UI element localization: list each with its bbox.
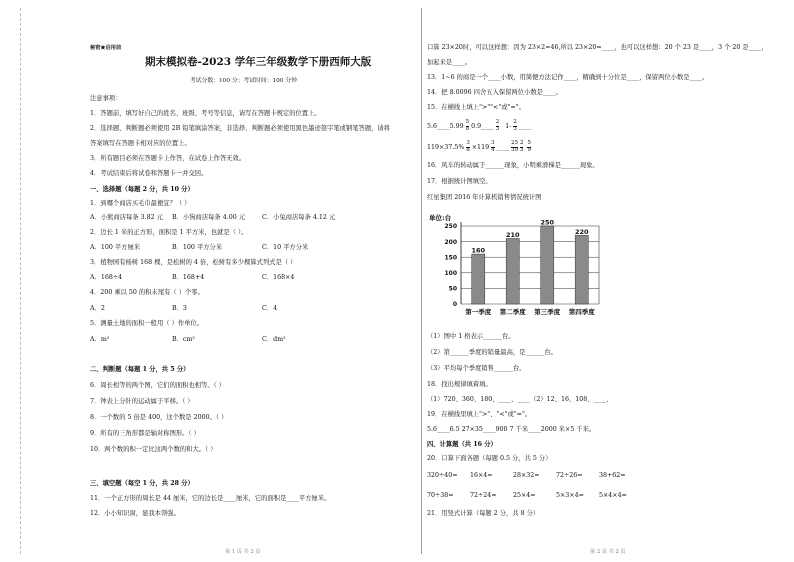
exam-info: 考试分数：100 分；考试时间：100 分钟 bbox=[190, 78, 297, 84]
calc-item: 72÷24= bbox=[470, 492, 497, 499]
q9: 9．所有的三角形都是轴对称图形。（ ） bbox=[90, 430, 200, 437]
q5-option-c: C．dm² bbox=[262, 336, 286, 343]
q7: 7．钟表上分针的运动属于平移。（ ） bbox=[90, 398, 194, 405]
q8: 8．一个数的 5 倍是 400，这个数是 2000。（ ） bbox=[90, 414, 228, 421]
y-tick-label: 150 bbox=[444, 254, 457, 262]
page-title: 期末模拟卷-2023 学年三年级数学下册西师大版 bbox=[145, 56, 372, 68]
column-divider bbox=[421, 8, 422, 554]
q18: 18．找出规律填着填。 bbox=[427, 381, 492, 388]
y-tick-label: 250 bbox=[444, 223, 457, 231]
page-number-left: 第 1 页 共 2 页 bbox=[225, 549, 261, 555]
notes-heading: 注意事项： bbox=[90, 95, 122, 102]
q3: 3．植物园有杨树 168 棵，是松树的 4 倍，松树有多少棵算式列式是（ ） bbox=[90, 259, 297, 266]
q15-b: 0.9____ bbox=[471, 122, 494, 130]
q15-c: 1- bbox=[505, 122, 512, 130]
q6: 6．周长相等的两个图，它们的面积也相等。（ ） bbox=[90, 382, 226, 389]
x-tick-label: 第二季度 bbox=[499, 308, 526, 316]
q2: 2．边长 1 米的正方形，面积是 1 平方米，也就是（ ）。 bbox=[90, 229, 248, 236]
q4-option-a: A．2 bbox=[90, 305, 105, 312]
section2-heading: 二、判断题（每题 1 分，共 5 分） bbox=[90, 366, 190, 373]
note-2-cont: 答案填写在答题卡相对应的位置上。 bbox=[90, 140, 191, 147]
q13: 13．1~6 的商是一个____小数，用简便方法记作____，精确到十分位是____，保留两位小数是____。 bbox=[427, 74, 709, 81]
calc-item: 320÷40= bbox=[427, 472, 458, 479]
secret-mark: 秘密★启用前 bbox=[90, 45, 122, 51]
fraction-25-39: $\frac{25}{39}$ bbox=[511, 140, 519, 153]
q3-option-a: A．168÷4 bbox=[90, 274, 123, 281]
q17-3: （3）平均每个季度销售______台。 bbox=[427, 365, 526, 372]
calc-row-2 bbox=[427, 492, 642, 500]
q12-cont-line2: 加起来是____。 bbox=[427, 59, 472, 66]
section4-heading: 四、计算题（共 16 分） bbox=[427, 441, 497, 448]
fraction-2-3-b: $\frac{2}{3}$ bbox=[513, 119, 517, 132]
y-tick-label: 0 bbox=[452, 301, 457, 309]
q2-option-c: C．10 平方分米 bbox=[262, 244, 309, 251]
q2-option-a: A．100 平方厘米 bbox=[90, 244, 141, 251]
q15: 15．在横线上填上">""<"或"="。 bbox=[427, 104, 525, 111]
q15-row2 bbox=[427, 141, 531, 154]
q3-option-c: C．168×4 bbox=[262, 274, 295, 281]
calc-row-1 bbox=[427, 472, 642, 480]
q12: 12．小小知识窗，显我本领强。 bbox=[90, 510, 180, 517]
fraction-3-4: $\frac{3}{4}$ bbox=[491, 140, 495, 153]
q5-option-a: A．m² bbox=[90, 336, 110, 343]
q15-d: ____ bbox=[518, 122, 532, 130]
note-4: 4．考试结束后将试卷和答题卡一并交回。 bbox=[90, 170, 208, 177]
sales-bar-chart bbox=[427, 212, 607, 324]
q4-option-b: B．3 bbox=[172, 305, 187, 312]
chart-svg bbox=[427, 212, 607, 324]
q4: 4．200 乘以 50 的积末尾有（ ）个零。 bbox=[90, 289, 204, 296]
q15-a: 5.6____5.99 bbox=[427, 122, 464, 130]
q12-cont-line1: 口算 23×20时，可以这样想：因为 23×2=46,所以 23×20=____，也可以这样想：20 个 23 是____，3 个 20 是____， bbox=[427, 44, 768, 51]
q1: 1．到哪个商店买毛巾最便宜？（ ） bbox=[90, 200, 191, 207]
y-tick-label: 100 bbox=[444, 270, 457, 277]
x-tick-label: 第三季度 bbox=[534, 308, 561, 316]
q17: 17．根据统计图填空。 bbox=[427, 178, 492, 185]
q5: 5．测量土地的面积一般用（ ）作单位。 bbox=[90, 320, 204, 327]
bar-value-label: 250 bbox=[540, 218, 555, 227]
chart-y-label: 单位:台 bbox=[429, 214, 452, 222]
q16: 16．风车的转动属于______现象，小明乘滑梯是______现象。 bbox=[427, 162, 599, 169]
q2-option-b: B．100 平方分米 bbox=[172, 244, 223, 251]
chart-caption: 红星集团 2016 年计算机销售情况统计图 bbox=[427, 194, 542, 201]
q1-option-a: A．小熊商店每条 3.82 元 bbox=[90, 214, 163, 221]
calc-item: 25×4= bbox=[513, 492, 536, 499]
bar-value-label: 210 bbox=[505, 230, 520, 239]
calc-item: 70÷38= bbox=[427, 492, 454, 499]
section1-heading: 一、选择题（每题 2 分，共 10 分） bbox=[90, 186, 194, 193]
bar bbox=[541, 226, 554, 304]
calc-item: 72÷26= bbox=[556, 472, 583, 479]
q19-a: 5.6____6.5 27×35____900 7 千米____2000 米×5 千米。 bbox=[427, 426, 596, 433]
fraction-5-9: $\frac{5}{9}$ bbox=[527, 140, 531, 153]
bar bbox=[575, 235, 588, 304]
fraction-3-8: $\frac{3}{8}$ bbox=[466, 140, 470, 153]
q17-1: （1）图中 1 格表示______台。 bbox=[427, 333, 515, 340]
x-tick-label: 第一季度 bbox=[465, 308, 492, 316]
bar bbox=[472, 254, 485, 304]
q3-option-b: B．168+4 bbox=[172, 274, 205, 281]
calc-item: 38+62= bbox=[599, 472, 626, 479]
q17-2: （2）第______季度的销量最高，是______台。 bbox=[427, 349, 557, 356]
bar-value-label: 220 bbox=[574, 227, 589, 236]
calc-item: 28×32= bbox=[513, 472, 540, 479]
calc-item: 16×4= bbox=[470, 472, 493, 479]
calc-item: 5×3×4= bbox=[556, 492, 584, 499]
q15-f: ×119 bbox=[471, 143, 490, 151]
binding-line bbox=[20, 8, 21, 554]
note-2: 2．选择题、判断题必须使用 2B 铅笔填涂答案，非选择、判断题必须使用黑色墨迹签字笔或钢笔答题，请将 bbox=[90, 125, 391, 132]
q5-option-b: B．cm² bbox=[172, 336, 195, 343]
q18-1: （1）720、360、180、____、____（2）12、16、108、____、 bbox=[427, 396, 613, 403]
fraction-5-8: $\frac{5}{8}$ bbox=[465, 119, 470, 132]
q14: 14．把 8.0096 四舍五入保留两位小数是____。 bbox=[427, 89, 562, 96]
x-tick-label: 第四季度 bbox=[568, 308, 595, 316]
fraction-2-3-a: $\frac{2}{3}$ bbox=[495, 119, 500, 132]
bar bbox=[506, 238, 519, 304]
q1-option-c: C．小兔商店每条 4.12 元 bbox=[262, 214, 336, 221]
page-number-right: 第 2 页 共 2 页 bbox=[590, 549, 626, 555]
fraction-2-3-c: $\frac{2}{3}$ bbox=[520, 140, 524, 153]
q21: 21．用竖式计算（每题 2 分，共 8 分） bbox=[427, 510, 540, 517]
q1-option-b: B．小狗商店每条 4.00 元 bbox=[172, 214, 246, 221]
q20: 20．口算下面各题（每题 0.5 分，共 5 分） bbox=[427, 455, 552, 462]
q15-row1 bbox=[427, 120, 531, 133]
note-1: 1．答题前，填写好自己的姓名、班级、考号等信息，请写在答题卡规定的位置上。 bbox=[90, 110, 321, 117]
q4-option-c: C．4 bbox=[262, 305, 278, 312]
q19: 19．在横线里填上">"、"<"或"="。 bbox=[427, 411, 532, 418]
y-tick-label: 200 bbox=[444, 238, 457, 246]
q15-g: ____ bbox=[496, 143, 510, 151]
bar-value-label: 160 bbox=[471, 246, 486, 255]
q10: 10．两个数的积一定比这两个数的和大。（ ） bbox=[90, 446, 217, 453]
q15-e: 119×37.5% bbox=[427, 143, 465, 151]
y-tick-label: 50 bbox=[448, 285, 457, 293]
note-3: 3．所有题目必须在答题卡上作答，在试卷上作答无效。 bbox=[90, 155, 246, 162]
calc-item: 5×4×4= bbox=[599, 492, 627, 499]
section3-heading: 三、填空题（每空 1 分，共 28 分） bbox=[90, 480, 194, 487]
q11: 11．一个正方形的周长是 44 厘米，它的边长是____厘米，它的面积是____平方厘米。 bbox=[90, 495, 331, 502]
